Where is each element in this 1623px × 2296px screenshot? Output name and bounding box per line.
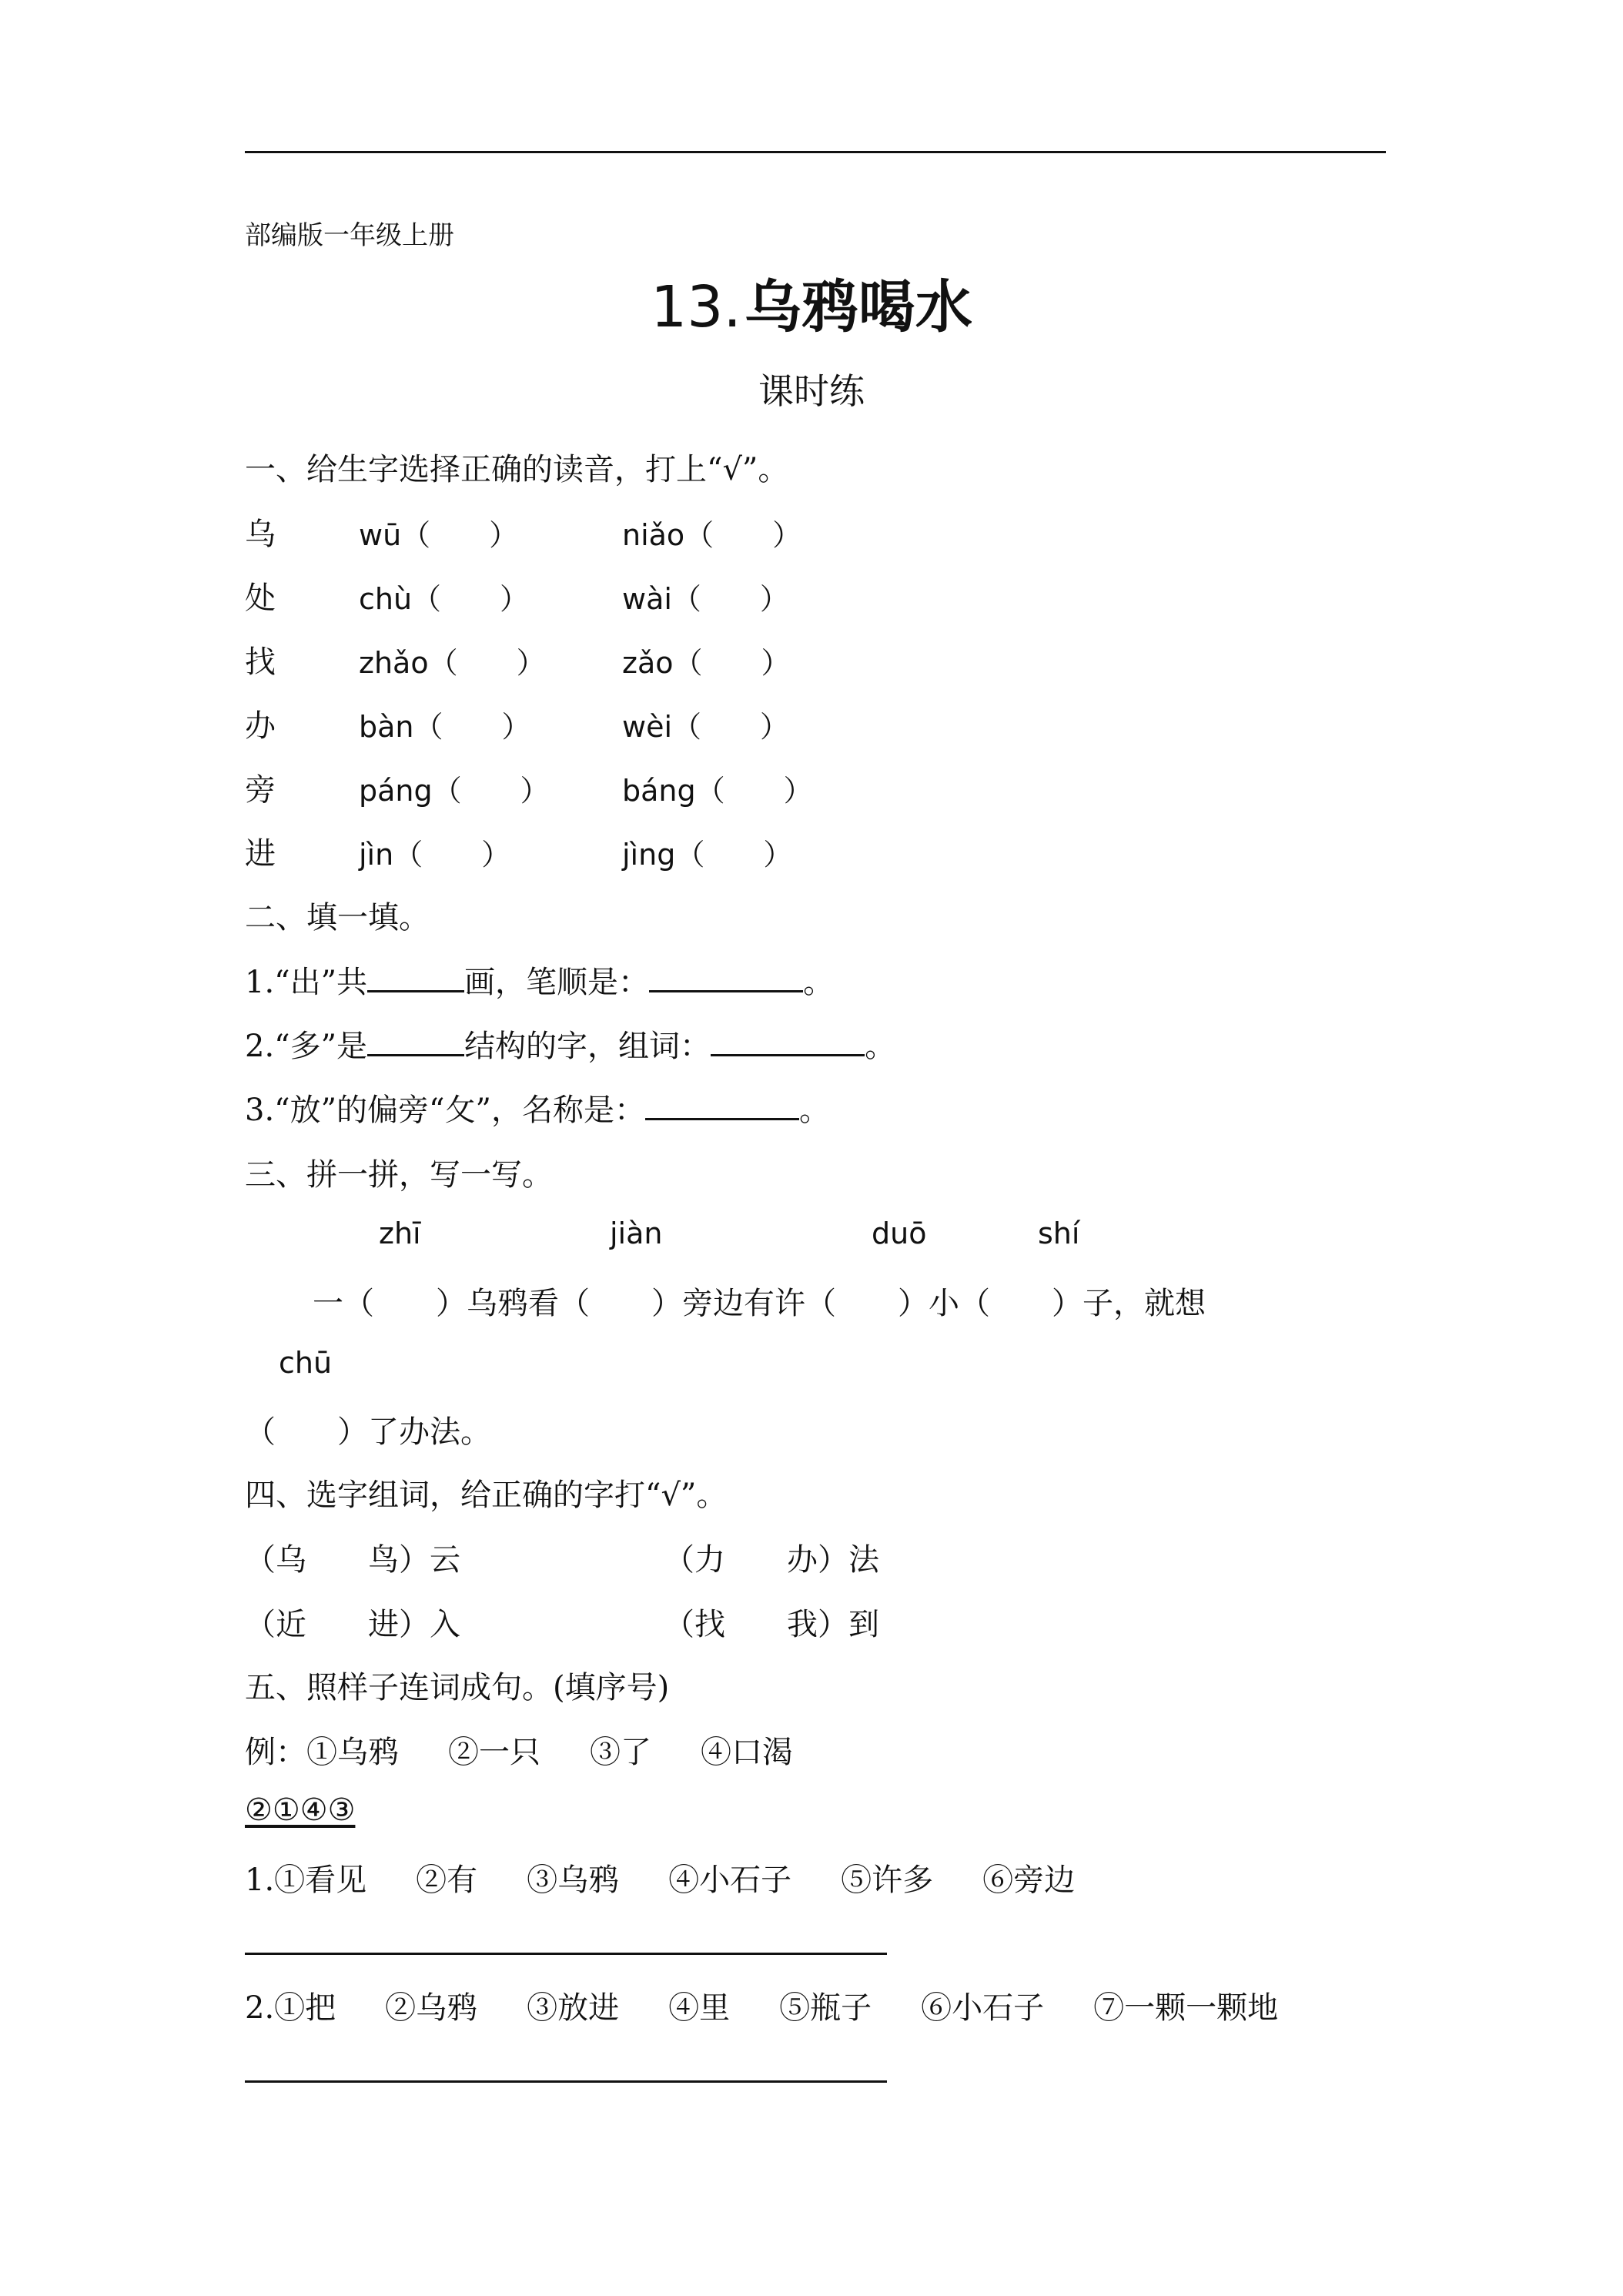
fill-q1-blank-strokes[interactable] [367,962,464,992]
word-item: ③乌鸦 [527,1863,620,1898]
word-item: ④里 [668,1990,731,2026]
title-text: 乌鸦喝水 [744,274,972,340]
option-a-4: bàn（ ） [359,710,531,744]
fill-q3-prefix: 3.“放”的偏旁“攵”，名称是： [245,1093,645,1128]
word-item: ⑤许多 [841,1863,934,1898]
section4-heading: 四、选字组词，给正确的字打“√”。 [245,1478,728,1513]
option-a-2: chù（ ） [359,582,530,616]
example-label: 例： [245,1735,306,1770]
fill-q1-blank-order[interactable] [649,962,803,992]
option-a-1: wū（ ） [359,518,519,552]
pinyin-sentence-line1[interactable]: 一（ ）乌鸦看（ ）旁边有许（ ）小（ ）子，就想 [313,1286,1206,1321]
pinyin-chu: chū [279,1346,333,1380]
word-item: ⑥旁边 [982,1863,1076,1898]
fill-q1-suffix: 。 [803,965,835,1000]
fill-q3 [245,1086,830,1130]
fill-q2-suffix: 。 [865,1029,896,1064]
fill-q1-middle: 画，笔顺是： [464,965,650,1000]
option-a-5: páng（ ） [359,774,550,808]
pinyin-zhi: zhī [379,1217,421,1250]
pinyin-shi: shí [1038,1217,1080,1250]
example-row [245,1728,793,1772]
example-item: ②一只 [448,1735,540,1770]
word-item: ①看见 [274,1863,367,1898]
fill-q1-prefix: 1.“出”共 [245,965,368,1000]
sentence-q2-label: 2. [245,1990,275,2026]
char-6: 进 [245,836,276,872]
word-item: ⑥小石子 [921,1990,1045,2026]
option-a-6: jìn（ ） [359,838,511,872]
word-item: ①把 [274,1990,336,2026]
fill-q2-prefix: 2.“多”是 [245,1029,368,1064]
sentence-q2 [245,1983,1278,2027]
fill-q2-middle: 结构的字，组词： [464,1029,711,1064]
sentence-q1-label: 1. [245,1863,275,1898]
section1-heading: 一、给生字选择正确的读音，打上“√”。 [245,452,789,487]
example-item: ③了 [590,1735,651,1770]
word-item: ⑤瓶子 [779,1990,872,2026]
header-rule [245,151,1386,153]
char-4: 办 [245,708,276,744]
answer-line-q1[interactable] [245,1953,887,1955]
option-b-5: báng（ ） [622,774,813,808]
word-item: ③放进 [527,1990,620,2026]
choice-wu-niao[interactable]: （乌 鸟）云 [245,1542,460,1578]
option-b-2: wài（ ） [622,582,789,616]
section3-heading: 三、拼一拼，写一写。 [245,1157,553,1193]
section5-heading: 五、照样子连词成句。(填序号) [245,1670,670,1705]
word-item: ④小石子 [668,1863,792,1898]
choice-li-ban[interactable]: （力 办）法 [664,1542,879,1578]
choice-jin[interactable]: （近 进）入 [245,1607,460,1642]
option-b-3: zǎo（ ） [622,646,791,680]
char-3: 找 [245,644,276,680]
fill-q1 [245,958,834,1002]
word-item: ②乌鸦 [385,1990,478,2026]
choice-zhao-wo[interactable]: （找 我）到 [664,1607,879,1642]
fill-q3-suffix: 。 [798,1093,830,1128]
option-b-6: jìng（ ） [622,838,793,872]
word-item: ⑦一颗一颗地 [1093,1990,1279,2026]
example-item: ④口渴 [701,1735,793,1770]
pinyin-duo: duō [872,1217,927,1250]
char-1: 乌 [245,517,276,552]
title-number: 13. [651,274,741,340]
example-item: ①乌鸦 [306,1735,399,1770]
series-label: 部编版一年级上册 [245,220,454,251]
fill-q3-blank-name[interactable] [645,1090,799,1120]
answer-line-q2[interactable] [245,2080,887,2083]
char-5: 旁 [245,772,276,808]
option-b-1: niǎo（ ） [622,518,802,552]
fill-q2-blank-word[interactable] [711,1026,865,1056]
option-a-3: zhǎo（ ） [359,646,546,680]
example-answer: ②①④③ [245,1792,356,1828]
word-item: ②有 [416,1863,478,1898]
pinyin-sentence-line2[interactable]: （ ）了办法。 [245,1414,491,1450]
fill-q2-blank-structure[interactable] [367,1026,464,1056]
fill-q2 [245,1022,895,1066]
pinyin-jian: jiàn [610,1217,663,1250]
subtitle: 课时练 [758,370,865,412]
option-b-4: wèi（ ） [622,710,790,744]
sentence-q1 [245,1856,1075,1899]
page-title [0,262,1623,343]
char-2: 处 [245,581,276,616]
section2-heading: 二、填一填。 [245,900,430,935]
